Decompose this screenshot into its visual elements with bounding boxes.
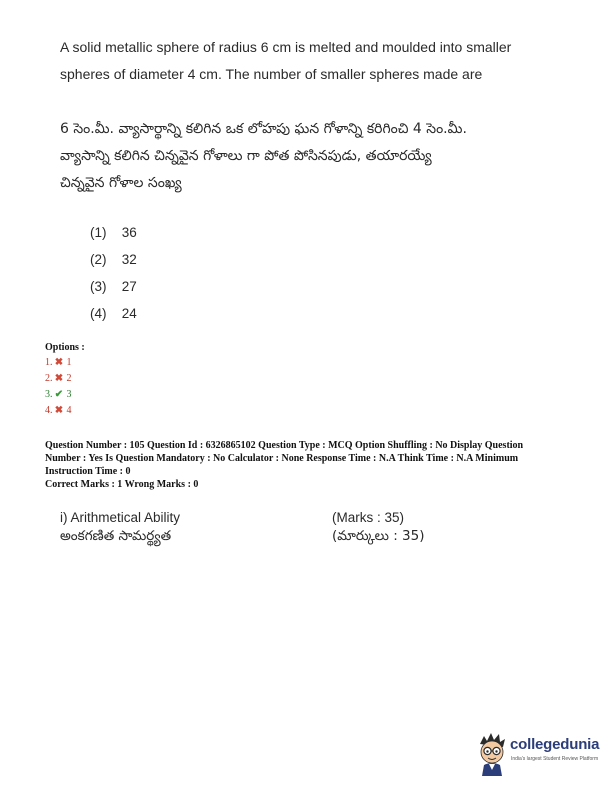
choice-value: 32 <box>121 252 137 267</box>
cross-icon: ✖ <box>54 373 64 384</box>
choice-number: (4) <box>90 306 107 321</box>
section-marks-telugu: (మార్కులు : 35) <box>332 528 425 544</box>
option-item <box>45 372 72 388</box>
option-value: 4 <box>66 405 72 416</box>
choice-number: (2) <box>90 252 107 267</box>
choice-value: 36 <box>121 225 137 240</box>
option-label: 1. <box>45 357 53 368</box>
metadata-line: Question Number : 105 Question Id : 6326865102 Question Type : MCQ Option Shuffling : No Display Question <box>45 440 524 451</box>
section-title-english: i) Arithmetical Ability <box>60 510 181 525</box>
question-metadata <box>45 439 570 491</box>
metadata-line: Instruction Time : 0 <box>45 466 131 477</box>
section-row-telugu <box>60 527 500 546</box>
question-telugu-line-3: చిన్నవైన గోళాల సంఖ్య <box>60 175 182 191</box>
section-row-english <box>60 508 500 527</box>
answer-choices <box>90 222 137 330</box>
check-icon: ✔ <box>54 389 64 400</box>
metadata-line: Correct Marks : 1 Wrong Marks : 0 <box>45 479 199 490</box>
cross-icon: ✖ <box>54 357 64 368</box>
collegedunia-logo <box>474 730 604 778</box>
section-header <box>60 508 500 546</box>
option-item-correct <box>45 388 72 404</box>
cross-icon: ✖ <box>54 405 64 416</box>
section-title-telugu: అంకగణిత సామర్థ్యత <box>60 528 172 544</box>
choice-value: 24 <box>121 306 137 321</box>
option-value: 2 <box>66 373 72 384</box>
answer-choice <box>90 276 137 303</box>
answer-choice <box>90 249 137 276</box>
logo-tagline: India's largest Student Review Platform <box>511 756 599 762</box>
section-marks-english: (Marks : 35) <box>332 510 405 525</box>
logo-brand: collegedunia <box>510 736 600 753</box>
answer-choice <box>90 222 137 249</box>
option-label: 3. <box>45 389 53 400</box>
options-title: Options : <box>45 342 85 353</box>
question-telugu-line-2: వ్యాసాన్ని కలిగిన చిన్నవైన గోళాలు గా పోత పోసినపుడు, తయారయ్యే <box>60 148 432 164</box>
option-label: 4. <box>45 405 53 416</box>
option-item <box>45 356 72 372</box>
answer-choice <box>90 303 137 330</box>
choice-number: (3) <box>90 279 107 294</box>
choice-number: (1) <box>90 225 107 240</box>
metadata-line: Number : Yes Is Question Mandatory : No Calculator : None Response Time : N.A Think Time : N.A Minimum <box>45 453 519 464</box>
student-mascot-icon <box>474 730 510 778</box>
options-list <box>45 356 72 420</box>
option-item <box>45 404 72 420</box>
option-value: 3 <box>66 389 72 400</box>
question-english-line-2: spheres of diameter 4 cm. The number of smaller spheres made are <box>60 66 483 82</box>
option-value: 1 <box>66 357 72 368</box>
choice-value: 27 <box>121 279 137 294</box>
question-telugu <box>60 116 560 197</box>
question-english-line-1: A solid metallic sphere of radius 6 cm is melted and moulded into smaller <box>60 39 512 55</box>
option-label: 2. <box>45 373 53 384</box>
question-telugu-line-1: 6 సెం.మీ. వ్యాసార్థాన్ని కలిగిన ఒక లోహపు ఘన గోళాన్ని కరిగించి 4 సెం.మీ. <box>60 121 467 137</box>
question-english <box>60 34 560 88</box>
